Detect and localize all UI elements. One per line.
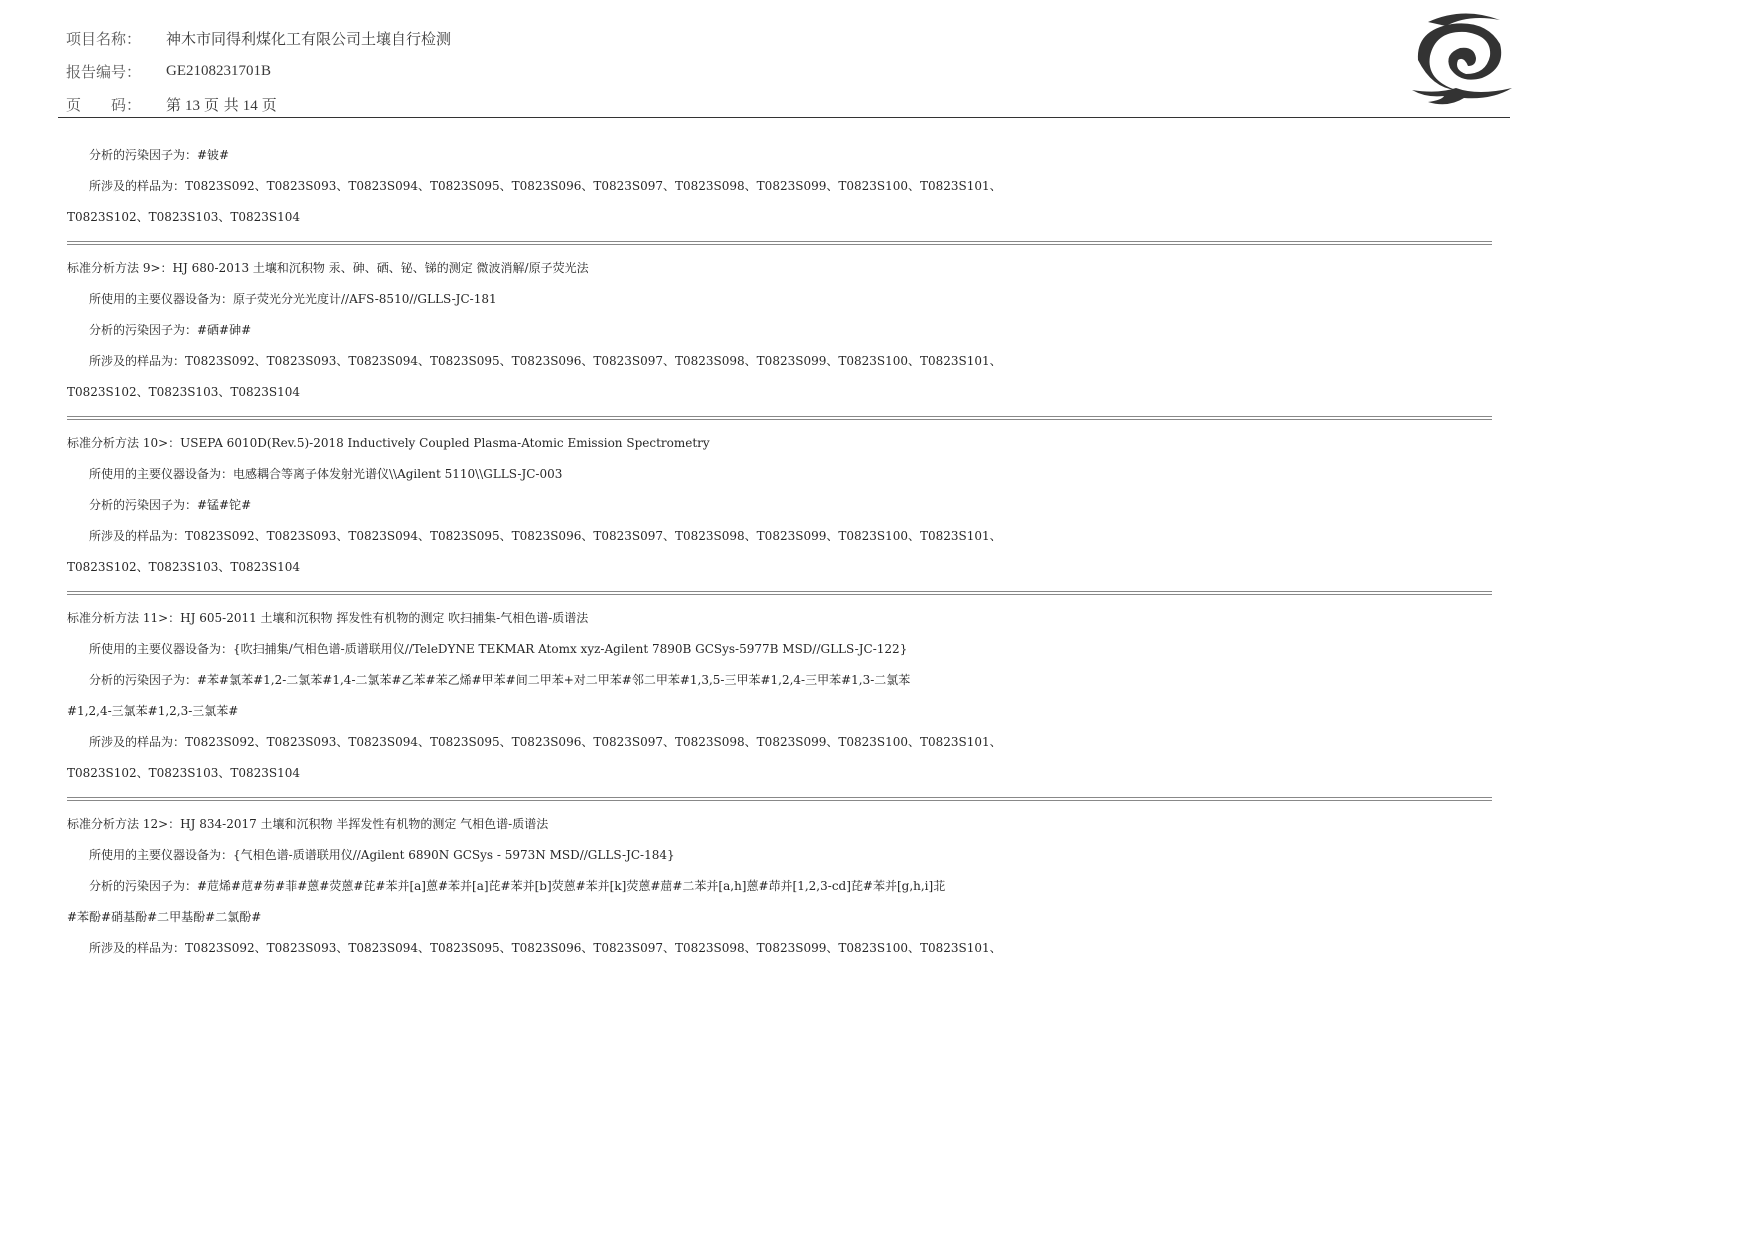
- method-11-samples: 所涉及的样品为：T0823S092、T0823S093、T0823S094、T0823S095、T0823S096、T0823S097、T0823S098、T0823S099、T0823S100、T0823S101、: [89, 735, 1002, 749]
- method-11-factor: 分析的污染因子为：#苯#氯苯#1,2-二氯苯#1,4-二氯苯#乙苯#苯乙烯#甲苯#间二甲苯+对二甲苯#邻二甲苯#1,3,5-三甲苯#1,2,4-三甲苯#1,3-二氯苯: [89, 673, 911, 687]
- page-current: 13: [185, 98, 201, 114]
- page-total: 14: [242, 98, 258, 114]
- method-10-factor: 分析的污染因子为：#锰#铊#: [89, 498, 252, 512]
- method-10-samples: 所涉及的样品为：T0823S092、T0823S093、T0823S094、T0823S095、T0823S096、T0823S097、T0823S098、T0823S099、T0823S100、T0823S101、: [89, 529, 1002, 543]
- report-number: GE2108231701B: [166, 63, 271, 79]
- method-12-equipment: 所使用的主要仪器设备为：{气相色谱-质谱联用仪//Agilent 6890N GCSys - 5973N MSD//GLLS-JC-184}: [89, 848, 675, 862]
- project-name: 神木市同得利煤化工有限公司土壤自行检测: [166, 30, 452, 48]
- page-mid: 页 共: [204, 96, 239, 114]
- method-9-samples-continuation: T0823S102、T0823S103、T0823S104: [67, 385, 301, 399]
- project-row: [66, 22, 1406, 55]
- top-factor-line: 分析的污染因子为：#铍#: [89, 148, 230, 162]
- method-12-factor-continuation: #苯酚#硝基酚#二甲基酚#二氯酚#: [67, 910, 262, 924]
- page-suffix: 页: [261, 96, 277, 114]
- method-10-title: 标准分析方法 10>：USEPA 6010D(Rev.5)-2018 Inductively Coupled Plasma-Atomic Emission Spectrometry: [67, 436, 710, 450]
- double-divider: [67, 241, 1492, 245]
- top-samples-continuation: T0823S102、T0823S103、T0823S104: [67, 210, 301, 224]
- swirl-cloud-logo-icon: [1408, 8, 1518, 110]
- method-10-samples-continuation: T0823S102、T0823S103、T0823S104: [67, 560, 301, 574]
- method-12-title: 标准分析方法 12>：HJ 834-2017 土壤和沉积物 半挥发性有机物的测定 气相色谱-质谱法: [67, 817, 549, 831]
- double-divider: [67, 797, 1492, 801]
- analysis-methods-content: [67, 140, 1507, 964]
- top-samples-line: 所涉及的样品为：T0823S092、T0823S093、T0823S094、T0823S095、T0823S096、T0823S097、T0823S098、T0823S099、T0823S100、T0823S101、: [89, 179, 1002, 193]
- report-number-row: [66, 55, 1406, 88]
- double-divider: [67, 591, 1492, 595]
- header-rule: [58, 117, 1510, 118]
- report-header: [66, 22, 1406, 121]
- method-9-equipment: 所使用的主要仪器设备为：原子荧光分光光度计//AFS-8510//GLLS-JC-181: [89, 292, 497, 306]
- method-11-equipment: 所使用的主要仪器设备为：{吹扫捕集/气相色谱-质谱联用仪//TeleDYNE TEKMAR Atomx xyz-Agilent 7890B GCSys-5977B MSD//GLLS-JC-122}: [89, 642, 908, 656]
- method-9-title: 标准分析方法 9>：HJ 680-2013 土壤和沉积物 汞、砷、硒、铋、锑的测定 微波消解/原子荧光法: [67, 261, 589, 275]
- method-12-factor: 分析的污染因子为：#苊烯#苊#芴#菲#蒽#荧蒽#芘#苯并[a]蒽#苯并[a]芘#苯并[b]荧蒽#苯并[k]荧蒽#䓛#二苯并[a,h]蒽#茚并[1,2,3-cd]芘#苯并[g,h,i]苝: [89, 879, 946, 893]
- double-divider: [67, 416, 1492, 420]
- method-12-samples: 所涉及的样品为：T0823S092、T0823S093、T0823S094、T0823S095、T0823S096、T0823S097、T0823S098、T0823S099、T0823S100、T0823S101、: [89, 941, 1002, 955]
- method-10-equipment: 所使用的主要仪器设备为：电感耦合等离子体发射光谱仪\\Agilent 5110\\GLLS-JC-003: [89, 467, 563, 481]
- method-9-factor: 分析的污染因子为：#硒#砷#: [89, 323, 252, 337]
- method-11-factor-continuation: #1,2,4-三氯苯#1,2,3-三氯苯#: [67, 704, 239, 718]
- page-number: [166, 94, 277, 115]
- method-11-title: 标准分析方法 11>：HJ 605-2011 土壤和沉积物 挥发性有机物的测定 吹扫捕集-气相色谱-质谱法: [67, 611, 589, 625]
- page-number-label: 页 码：: [66, 96, 142, 114]
- method-9-samples: 所涉及的样品为：T0823S092、T0823S093、T0823S094、T0823S095、T0823S096、T0823S097、T0823S098、T0823S099、T0823S100、T0823S101、: [89, 354, 1002, 368]
- report-number-label: 报告编号：: [66, 63, 142, 81]
- project-label: 项目名称：: [66, 30, 142, 48]
- method-11-samples-continuation: T0823S102、T0823S103、T0823S104: [67, 766, 301, 780]
- page-prefix: 第: [166, 96, 182, 114]
